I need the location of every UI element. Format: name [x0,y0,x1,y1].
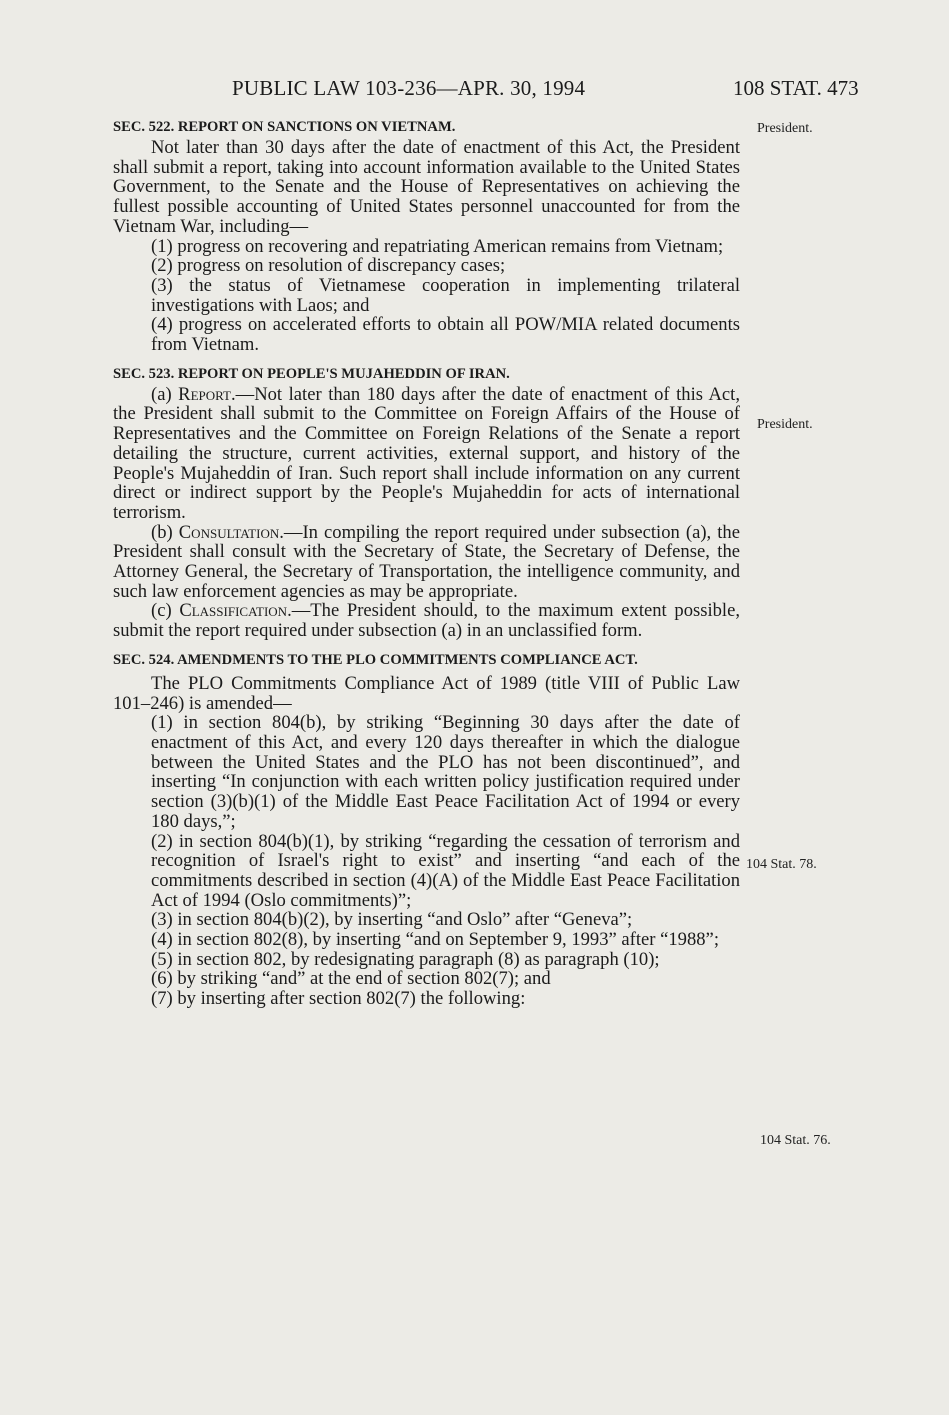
section-524-intro: The PLO Commitments Compliance Act of 1989 (title VIII of Public Law 101–246) is amended— [113,672,740,714]
section-524-item-7: (7) by inserting after section 802(7) the following: [151,988,526,1010]
subsection-c-title: Classification [179,600,288,622]
section-522-item-1: (1) progress on recovering and repatriating American remains from Vietnam; [151,235,724,257]
section-523-heading: SEC. 523. REPORT ON PEOPLE'S MUJAHEDDIN OF IRAN. [113,365,510,382]
document-body [113,118,740,1009]
margin-note-sec523: President. [757,417,813,432]
section-522-intro: Not later than 30 days after the date of enactment of this Act, the President shall submit a report, taking into account information available to the United States Government, to the Senate and the House of Representatives on achieving the fullest possible accounting of United States personnel unaccounted for from the Vietnam War, including— [113,137,740,237]
section-524-item-1: (1) in section 804(b), by striking “Beginning 30 days after the date of enactment of this Act, and every 120 days thereafter in which the dialogue between the United States and the PLO has not been discontinued”, and inserting “In conjunction with each written policy justification required under section (3)(b)(1) of the Middle East Peace Facilitation Act of 1994 or every 180 days,”; [151,712,740,832]
page-header-stat: 108 STAT. 473 [733,76,859,100]
section-524-item-3: (3) in section 804(b)(2), by inserting “and Oslo” after “Geneva”; [151,909,633,931]
section-522-heading: SEC. 522. REPORT ON SANCTIONS ON VIETNAM. [113,119,456,135]
section-523-subsection-b: (b) Consultation.—In compiling the report required under subsection (a), the President shall consult with the Secretary of State, the Secretary of Defense, the Attorney General, the Secretary of Transportation, the intelligence community, and such law enforcement agencies as may be appropriate. [113,521,740,602]
subsection-a-title: Report [178,383,231,405]
section-524-item-5: (5) in section 802, by redesignating paragraph (8) as paragraph (10); [151,948,660,970]
section-524-item-2: (2) in section 804(b)(1), by striking “regarding the cessation of terrorism and recognition of Israel's right to exist” and inserting “and each of the commitments described in section (4)(A) of the Middle East Peace Facilitation Act of 1994 (Oslo commitments)”; [151,830,740,911]
margin-note-stat-78: 104 Stat. 78. [746,857,817,872]
margin-note-stat-76: 104 Stat. 76. [760,1133,831,1148]
section-523-subsection-c: (c) Classification.—The President should, to the maximum extent possible, submit the report required under subsection (a) in an unclassified form. [113,600,740,642]
section-524-item-4: (4) in section 802(8), by inserting “and on September 9, 1993” after “1988”; [151,929,719,951]
section-524-heading: SEC. 524. AMENDMENTS TO THE PLO COMMITMENTS COMPLIANCE ACT. [113,651,638,668]
subsection-b-title: Consultation [178,521,280,543]
section-522-item-2: (2) progress on resolution of discrepancy cases; [151,255,506,277]
margin-note-sec522: President. [757,121,813,136]
page-header-title: PUBLIC LAW 103-236—APR. 30, 1994 [232,76,586,100]
section-522-item-4: (4) progress on accelerated efforts to obtain all POW/MIA related documents from Vietnam. [151,314,740,356]
section-524-item-6: (6) by striking “and” at the end of section 802(7); and [151,968,551,990]
section-523-subsection-a: (a) Report.—Not later than 180 days after the date of enactment of this Act, the President shall submit to the Committee on Foreign Affairs of the House of Representatives and the Committee on Foreign Relations of the Senate a report detailing the structure, current activities, external support, and history of the People's Mujaheddin of Iran. Such report shall include information on any current direct or indirect support by the People's Mujaheddin for acts of international terrorism. [113,383,740,523]
section-522-item-3: (3) the status of Vietnamese cooperation in implementing trilateral investigations with Laos; and [151,274,740,316]
